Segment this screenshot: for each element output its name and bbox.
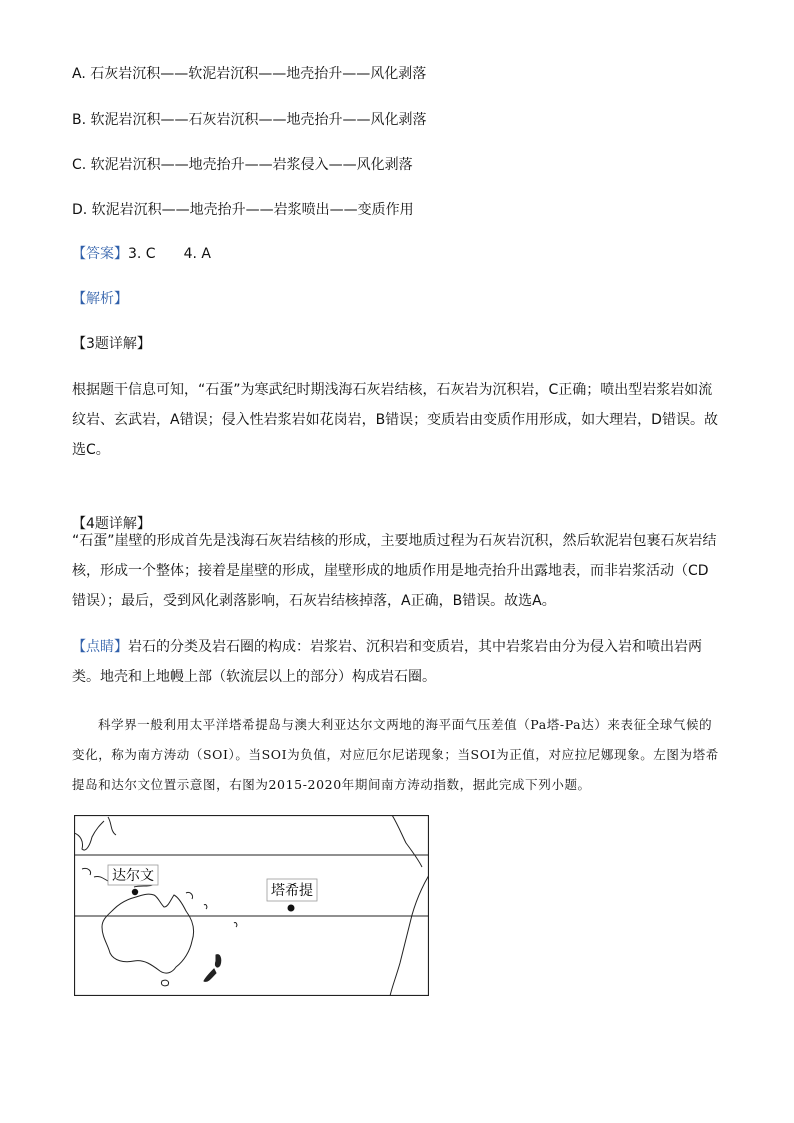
q3-heading: 【3题详解】 — [72, 336, 151, 352]
option-c: C. 软泥岩沉积——地壳抬升——岩浆侵入——风化剥落 — [72, 157, 413, 173]
tip-label: 【点睛】 — [72, 639, 128, 655]
darwin-marker — [132, 889, 138, 895]
tahiti-marker — [288, 905, 295, 912]
q3-explanation: 根据题干信息可知，“石蛋”为寒武纪时期浅海石灰岩结核，石灰岩为沉积岩，C正确；喷出型岩浆岩如流纹岩、玄武岩，A错误；侵入性岩浆岩如花岗岩，B错误；变质岩由变质作用形成，如大理岩，D错误。故选C。 — [72, 382, 718, 458]
q4-heading: 【4题详解】 — [72, 516, 151, 532]
answer-q4: 4. A — [183, 246, 211, 262]
analysis-label: 【解析】 — [72, 291, 128, 307]
option-b: B. 软泥岩沉积——石灰岩沉积——地壳抬升——风化剥落 — [72, 112, 427, 128]
new-zealand-north — [215, 955, 220, 967]
answer-line — [72, 244, 211, 264]
option-d: D. 软泥岩沉积——地壳抬升——岩浆喷出——变质作用 — [72, 202, 414, 218]
darwin-label: 达尔文 — [112, 868, 154, 884]
tip-text: 岩石的分类及岩石圈的构成：岩浆岩、沉积岩和变质岩，其中岩浆岩由分为侵入岩和喷出岩两类。地壳和上地幔上部（软流层以上的部分）构成岩石圈。 — [72, 639, 702, 685]
option-a: A. 石灰岩沉积——软泥岩沉积——地壳抬升——风化剥落 — [72, 66, 427, 82]
tip-paragraph — [72, 632, 722, 692]
tahiti-label: 塔希提 — [271, 883, 313, 899]
q4-explanation: “石蛋”崖壁的形成首先是浅海石灰岩结核的形成，主要地质过程为石灰岩沉积，然后软泥岩包裹石灰岩结核，形成一个整体；接着是崖壁的形成，崖壁形成的地质作用是地壳抬升出露地表，而非岩浆活动（CD错误）；最后，受到风化剥落影响，石灰岩结核掉落，A正确，B错误。故选A。 — [72, 533, 717, 609]
question-intro: 科学界一般利用太平洋塔希提岛与澳大利亚达尔文两地的海平面气压差值（Pa塔-Pa达）来表征全球气候的变化，称为南方涛动（SOI）。当SOI为负值，对应厄尔尼诺现象；当SOI为正值，对应拉尼娜现象。左图为塔希提岛和达尔文位置示意图，右图为2015-2020年期间南方涛动指数，据此完成下列小题。 — [72, 717, 719, 792]
location-map — [74, 815, 429, 996]
answer-label: 【答案】 — [72, 246, 128, 262]
answer-q3: 3. C — [128, 246, 156, 262]
